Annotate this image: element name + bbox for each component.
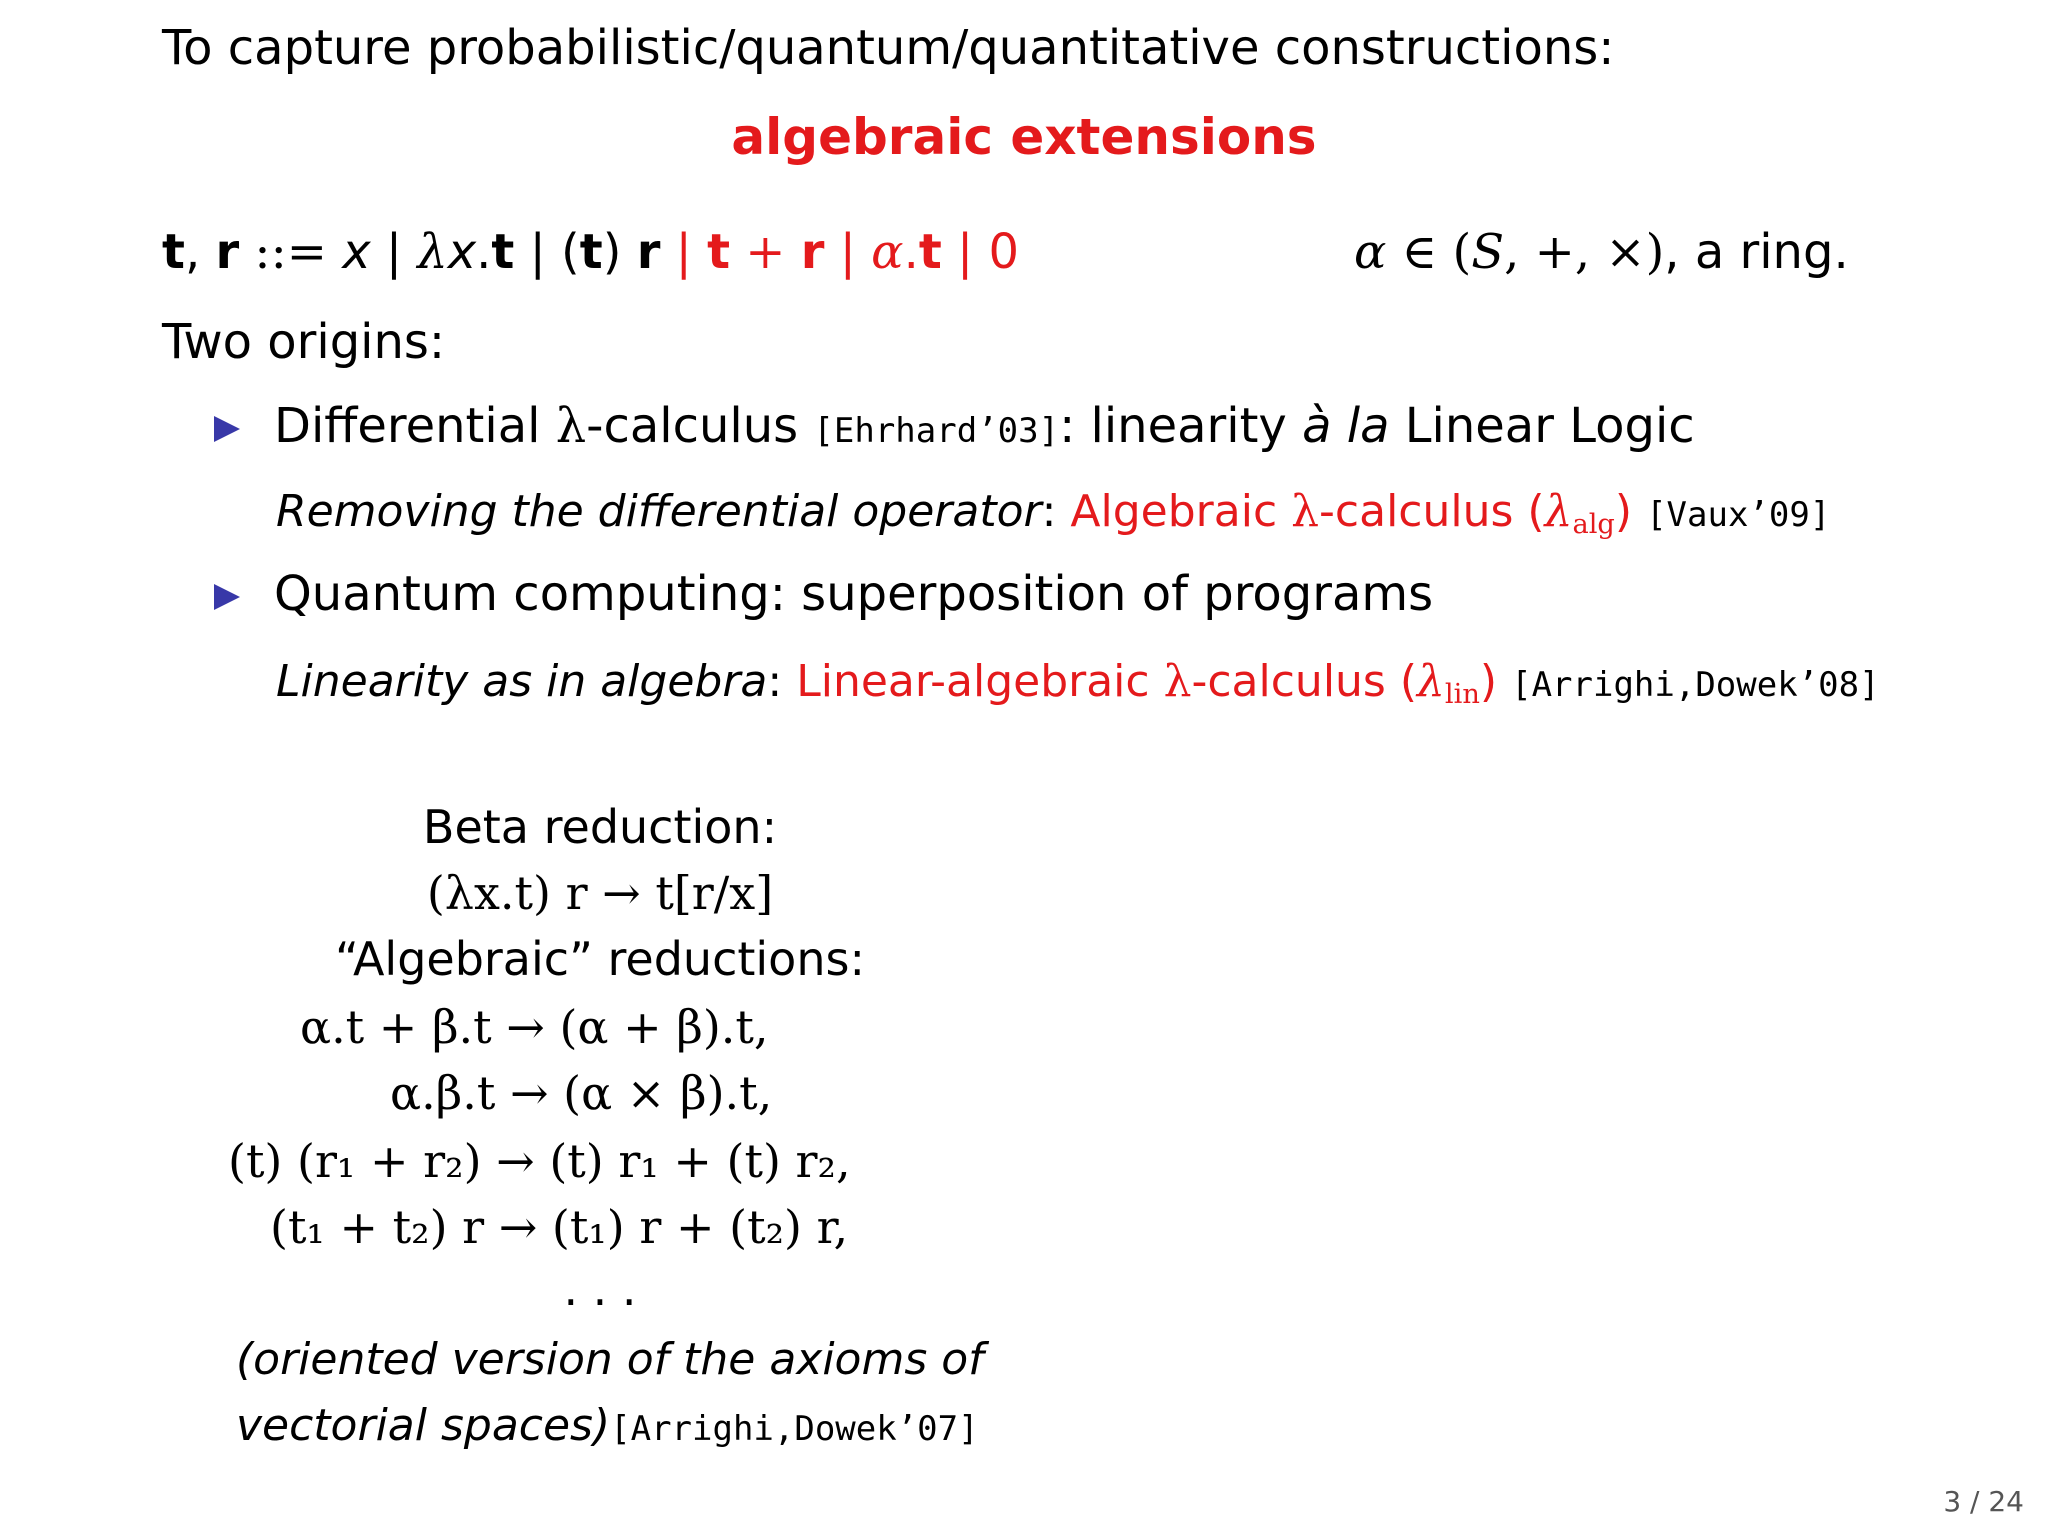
grammar-defines: ::=	[239, 224, 343, 280]
grammar-app-fn: t	[579, 224, 603, 280]
origin-text: Differential	[274, 398, 556, 454]
ring-alpha: α	[1354, 224, 1387, 280]
intro-text: To capture probabilistic/quantum/quantitative constructions:	[162, 20, 1615, 76]
calculus-index: alg	[1572, 508, 1615, 540]
citation: [Vaux’09]	[1646, 495, 1831, 535]
grammar-scalar: α	[871, 224, 904, 280]
grammar-sum-left: t	[707, 224, 731, 280]
axioms-note-line2	[236, 1400, 979, 1451]
grammar-app-arg: r	[636, 224, 661, 280]
grammar-comma: ,	[184, 224, 216, 280]
detail-red: )	[1614, 486, 1633, 537]
ring-tail: , a ring.	[1664, 224, 1849, 280]
grammar-sum-right: r	[800, 224, 825, 280]
detail-italic: Removing the differential operator	[276, 486, 1042, 537]
detail-colon: :	[767, 656, 797, 707]
origin-italic: à la	[1302, 398, 1390, 454]
algebraic-rule: (t₁ + t₂) r → (t₁) r + (t₂) r,	[270, 1200, 849, 1254]
grammar-scaled-term: t	[918, 224, 942, 280]
algebraic-title: “Algebraic” reductions:	[335, 932, 865, 986]
origin-item-quantum: Quantum computing: superposition of programs	[274, 566, 1434, 622]
calculus-index: lin	[1444, 678, 1480, 710]
ring-ops: , +, ×)	[1504, 224, 1665, 280]
origin-text: -calculus	[586, 398, 814, 454]
grammar-term-r: r	[215, 224, 240, 280]
lambda-symbol: λ	[1544, 486, 1573, 537]
bullet-icon	[214, 584, 240, 610]
ellipsis: . . .	[563, 1262, 637, 1316]
grammar-paren: )	[602, 224, 622, 280]
detail-red: -calculus (	[1191, 656, 1418, 707]
algebraic-rule: α.β.t → (α × β).t,	[390, 1066, 773, 1120]
grammar-sep-red: |	[941, 224, 989, 280]
grammar-variable: x	[342, 224, 371, 280]
grammar-sep-red: |	[660, 224, 708, 280]
grammar-abs-var: x	[447, 224, 477, 280]
section-heading: algebraic extensions	[731, 108, 1317, 166]
grammar-lambda: λ	[417, 224, 448, 280]
detail-colon: :	[1041, 486, 1071, 537]
grammar-sep: |	[370, 224, 418, 280]
lambda-symbol: λ	[1291, 486, 1320, 537]
origin-item-differential	[274, 398, 1695, 454]
grammar-sep-red: |	[824, 224, 872, 280]
ring-in: ∈ (	[1386, 224, 1472, 280]
grammar-dot: .	[903, 224, 919, 280]
grammar-dot: .	[476, 224, 492, 280]
page-number: 3 / 24	[1943, 1485, 2024, 1518]
beta-title: Beta reduction:	[422, 800, 778, 854]
grammar-definition	[162, 224, 1019, 280]
grammar-paren: (	[561, 224, 580, 280]
citation: [Ehrhard’03]	[813, 411, 1060, 451]
algebraic-rule: α.t + β.t → (α + β).t,	[300, 1000, 769, 1054]
citation: [Arrighi,Dowek’07]	[610, 1409, 979, 1449]
detail-red: Algebraic	[1070, 486, 1292, 537]
lambda-symbol: λ	[555, 398, 587, 454]
grammar-sep: |	[514, 224, 562, 280]
detail-red: )	[1479, 656, 1498, 707]
bullet-icon	[214, 416, 240, 442]
citation: [Arrighi,Dowek’08]	[1511, 665, 1880, 705]
axioms-note-text: vectorial spaces)	[236, 1400, 611, 1451]
grammar-term-t: t	[162, 224, 185, 280]
algebraic-rule: (t) (r₁ + r₂) → (t) r₁ + (t) r₂,	[228, 1134, 851, 1188]
origins-label: Two origins:	[162, 314, 446, 370]
axioms-note-line1: (oriented version of the axioms of	[236, 1334, 984, 1385]
origin-detail-algebraic	[276, 486, 1830, 540]
origin-text: : linearity	[1059, 398, 1303, 454]
ring-condition	[1354, 224, 1849, 280]
origin-detail-linear-algebraic	[276, 656, 1880, 710]
beta-rule: (λx.t) r → t[r/x]	[426, 866, 774, 920]
origin-text: Linear Logic	[1389, 398, 1695, 454]
detail-italic: Linearity as in algebra	[276, 656, 768, 707]
detail-red: -calculus (	[1319, 486, 1545, 537]
grammar-plus: +	[730, 224, 801, 280]
ring-set: S	[1471, 224, 1505, 280]
detail-red: Linear-algebraic	[796, 656, 1164, 707]
lambda-symbol: λ	[1163, 656, 1192, 707]
lambda-symbol: λ	[1417, 656, 1445, 707]
grammar-abs-body: t	[491, 224, 515, 280]
grammar-zero: 0	[988, 224, 1020, 280]
